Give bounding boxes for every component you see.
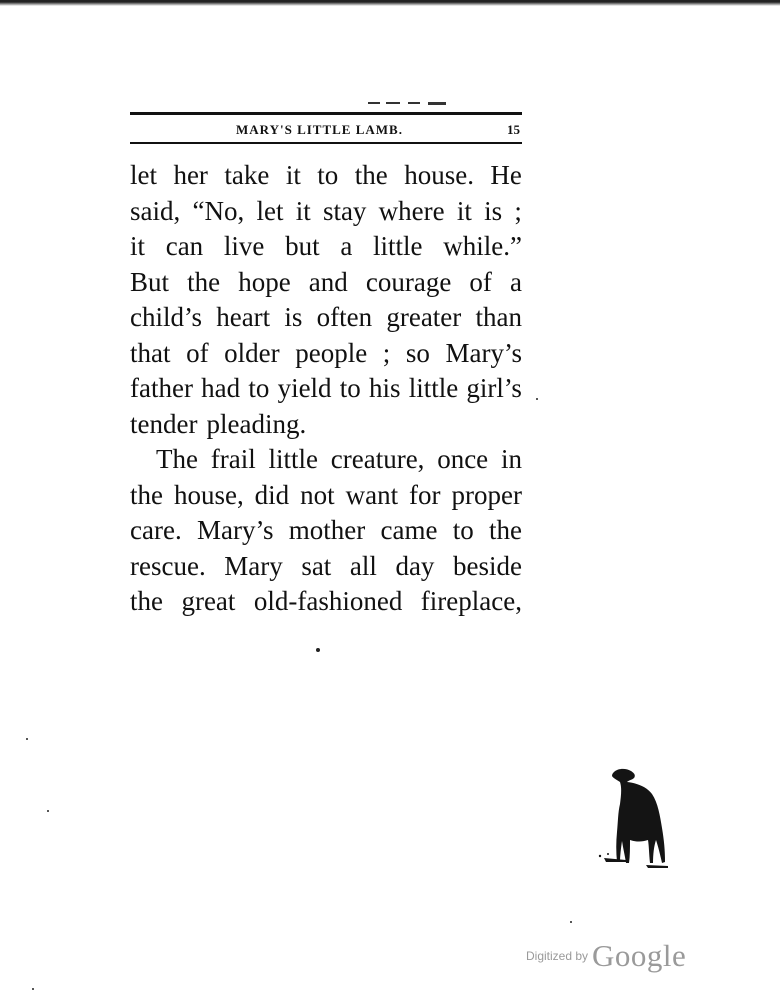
word: for bbox=[409, 479, 441, 510]
word: fireplace, bbox=[420, 586, 522, 616]
text-line bbox=[130, 478, 522, 514]
word: is bbox=[284, 302, 303, 332]
speck bbox=[536, 398, 538, 400]
text-line bbox=[130, 265, 522, 301]
word: once bbox=[437, 444, 489, 474]
speck bbox=[570, 921, 572, 923]
word: her bbox=[173, 160, 208, 190]
word: ; bbox=[382, 337, 391, 368]
word: mother bbox=[288, 515, 366, 545]
word: all bbox=[349, 550, 377, 581]
speck bbox=[26, 738, 28, 740]
digitized-watermark bbox=[526, 938, 766, 982]
word: it bbox=[295, 195, 311, 226]
word: it bbox=[456, 195, 472, 226]
word: in bbox=[500, 444, 522, 474]
word: the bbox=[187, 266, 221, 297]
word: so bbox=[405, 337, 430, 368]
watermark-small-text: Digitized by bbox=[526, 949, 589, 963]
word: hope bbox=[238, 266, 291, 297]
word: came bbox=[380, 515, 438, 545]
head-ornament-dashes bbox=[368, 102, 448, 105]
text-line bbox=[130, 549, 522, 585]
text-line bbox=[130, 300, 522, 336]
word: take bbox=[224, 160, 270, 190]
word: the bbox=[354, 160, 388, 190]
word: to bbox=[317, 160, 339, 190]
word: Mary’s bbox=[196, 515, 274, 545]
word: child’s bbox=[130, 302, 202, 332]
word: tender bbox=[130, 408, 198, 439]
word: it bbox=[285, 160, 301, 190]
word: Mary’s bbox=[445, 337, 522, 368]
word: girl’s bbox=[466, 373, 522, 403]
word: his bbox=[368, 373, 401, 403]
word: where bbox=[378, 195, 445, 226]
word: than bbox=[475, 302, 522, 332]
lamb-silhouette-icon bbox=[596, 766, 672, 872]
word: had bbox=[201, 373, 241, 403]
word: to bbox=[248, 373, 270, 403]
text-line bbox=[130, 584, 522, 620]
text-line bbox=[130, 158, 522, 194]
word: that bbox=[130, 337, 171, 368]
word: let bbox=[256, 195, 284, 226]
word: proper bbox=[451, 479, 522, 510]
word: “No, bbox=[192, 195, 245, 226]
word: live bbox=[223, 231, 265, 261]
text-line bbox=[130, 442, 522, 478]
word: pleading. bbox=[206, 408, 307, 439]
running-head bbox=[130, 112, 522, 144]
scan-top-edge bbox=[0, 0, 780, 6]
word: the bbox=[130, 586, 163, 616]
word: the bbox=[488, 515, 522, 545]
page-number: 15 bbox=[507, 122, 520, 137]
word: want bbox=[345, 479, 399, 510]
word: house, bbox=[173, 479, 244, 510]
text-line bbox=[130, 229, 522, 265]
speck bbox=[32, 988, 34, 990]
word: of bbox=[469, 266, 492, 297]
word: But bbox=[130, 266, 170, 297]
word: the bbox=[130, 479, 163, 510]
page-body-text bbox=[130, 158, 522, 620]
word: father bbox=[130, 373, 193, 403]
word: He bbox=[490, 160, 522, 190]
word: Mary bbox=[224, 550, 283, 581]
word: day bbox=[395, 550, 435, 581]
word: great bbox=[181, 586, 236, 616]
word: older bbox=[224, 337, 280, 368]
word: care. bbox=[130, 515, 182, 545]
word: creature, bbox=[330, 444, 425, 474]
text-line bbox=[130, 513, 522, 549]
word: people bbox=[295, 337, 368, 368]
text-line bbox=[130, 336, 522, 372]
text-line bbox=[130, 407, 522, 443]
word: little bbox=[268, 444, 318, 474]
word: yield bbox=[277, 373, 332, 403]
word: a bbox=[510, 266, 522, 297]
running-title: MARY'S LITTLE LAMB. bbox=[236, 122, 403, 137]
word: ; bbox=[514, 195, 522, 226]
watermark-brand: Google bbox=[592, 938, 687, 973]
word: but bbox=[285, 231, 320, 261]
word: not bbox=[300, 479, 335, 510]
word: often bbox=[316, 302, 373, 332]
word: beside bbox=[452, 550, 522, 581]
speck bbox=[316, 648, 320, 652]
speck bbox=[47, 810, 49, 812]
word: did bbox=[254, 479, 290, 510]
text-line bbox=[130, 194, 522, 230]
word: The bbox=[156, 444, 198, 474]
word: little bbox=[373, 231, 423, 261]
word: house. bbox=[404, 160, 474, 190]
word: courage bbox=[365, 266, 452, 297]
word: let bbox=[130, 160, 157, 190]
word: little bbox=[408, 373, 459, 403]
word: while.” bbox=[443, 231, 522, 261]
word: to bbox=[339, 373, 361, 403]
text-line bbox=[130, 371, 522, 407]
word: stay bbox=[322, 195, 367, 226]
word: rescue. bbox=[130, 550, 206, 581]
word: a bbox=[340, 231, 353, 261]
word: said, bbox=[130, 195, 181, 226]
word: is bbox=[484, 195, 503, 226]
word: heart bbox=[216, 302, 271, 332]
word: old-fashioned bbox=[253, 586, 403, 616]
word: sat bbox=[301, 550, 332, 581]
word: to bbox=[452, 515, 474, 545]
word: of bbox=[186, 337, 209, 368]
word: can bbox=[165, 231, 204, 261]
word: greater bbox=[386, 302, 462, 332]
word: and bbox=[308, 266, 348, 297]
word: frail bbox=[210, 444, 256, 474]
word: it bbox=[130, 231, 146, 261]
